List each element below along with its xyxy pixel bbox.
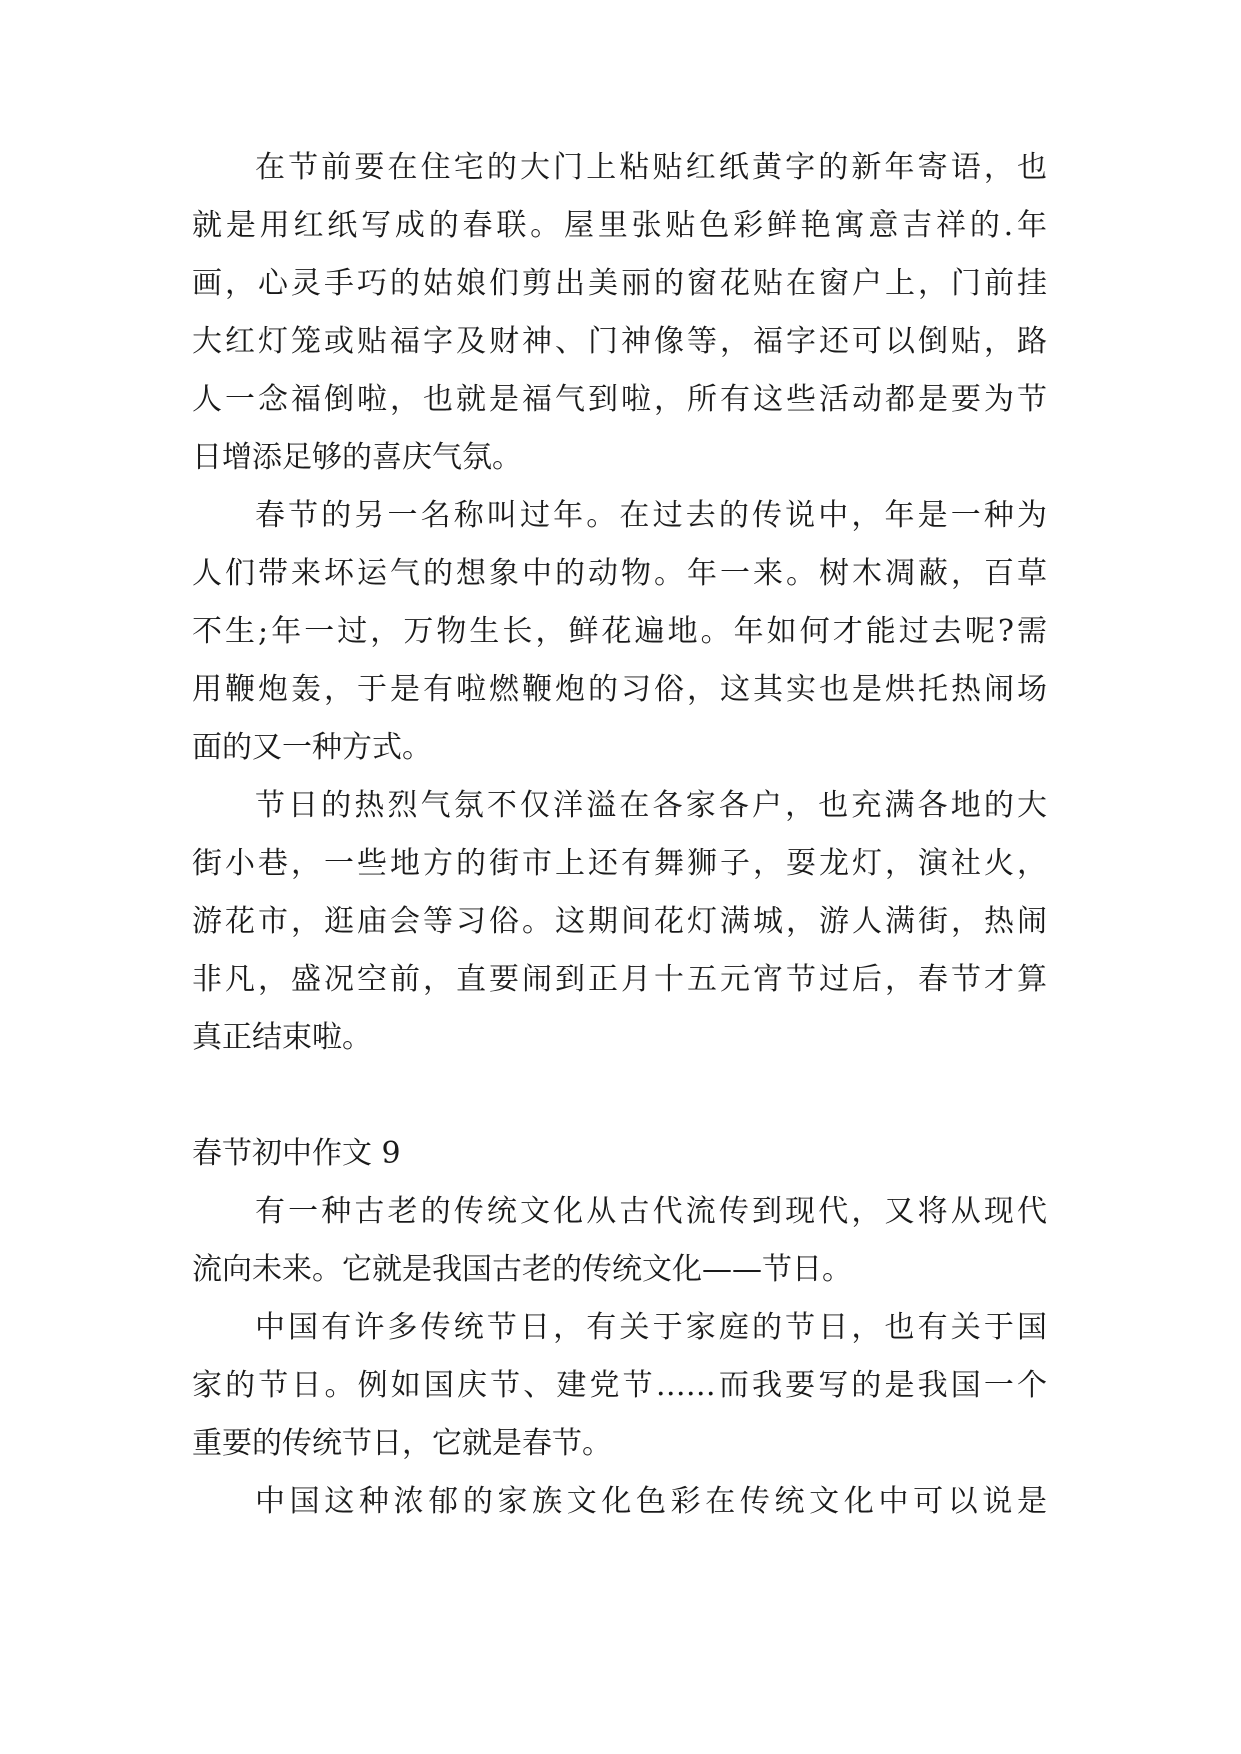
- section-paragraph-3-line-1: 中国这种浓郁的家族文化色彩在传统文化中可以说是: [255, 1484, 1047, 1519]
- paragraph-1-line-6: 日增添足够的喜庆气氛。: [192, 440, 522, 475]
- paragraph-2-line-2: 人们带来坏运气的想象中的动物。年一来。树木凋蔽，百草: [192, 556, 1047, 591]
- paragraph-1-line-3: 画，心灵手巧的姑娘们剪出美丽的窗花贴在窗户上，门前挂: [192, 266, 1047, 301]
- section-paragraph-1-line-2: 流向未来。它就是我国古老的传统文化——节日。: [192, 1252, 852, 1287]
- paragraph-2-line-3: 不生;年一过，万物生长，鲜花遍地。年如何才能过去呢?需: [192, 614, 1047, 649]
- section-title: 春节初中作文 9: [192, 1136, 401, 1171]
- paragraph-3-line-1: 节日的热烈气氛不仅洋溢在各家各户，也充满各地的大: [255, 788, 1047, 823]
- paragraph-3-line-4: 非凡，盛况空前，直要闹到正月十五元宵节过后，春节才算: [192, 962, 1047, 997]
- paragraph-3-line-3: 游花市，逛庙会等习俗。这期间花灯满城，游人满街，热闹: [192, 904, 1047, 939]
- paragraph-2-line-1: 春节的另一名称叫过年。在过去的传说中，年是一种为: [255, 498, 1047, 533]
- paragraph-2-line-5: 面的又一种方式。: [192, 730, 432, 765]
- paragraph-1-line-4: 大红灯笼或贴福字及财神、门神像等，福字还可以倒贴，路: [192, 324, 1047, 359]
- section-paragraph-2-line-3: 重要的传统节日，它就是春节。: [192, 1426, 612, 1461]
- section-paragraph-1-line-1: 有一种古老的传统文化从古代流传到现代，又将从现代: [255, 1194, 1047, 1229]
- section-paragraph-2-line-2: 家的节日。例如国庆节、建党节……而我要写的是我国一个: [192, 1368, 1047, 1403]
- paragraph-3-line-5: 真正结束啦。: [192, 1020, 372, 1055]
- paragraph-2-line-4: 用鞭炮轰，于是有啦燃鞭炮的习俗，这其实也是烘托热闹场: [192, 672, 1047, 707]
- paragraph-1-line-5: 人一念福倒啦，也就是福气到啦，所有这些活动都是要为节: [192, 382, 1047, 417]
- paragraph-1-line-2: 就是用红纸写成的春联。屋里张贴色彩鲜艳寓意吉祥的.年: [192, 208, 1047, 243]
- paragraph-3-line-2: 街小巷，一些地方的街市上还有舞狮子，耍龙灯，演社火，: [192, 846, 1047, 881]
- section-paragraph-2-line-1: 中国有许多传统节日，有关于家庭的节日，也有关于国: [255, 1310, 1047, 1345]
- paragraph-1-line-1: 在节前要在住宅的大门上粘贴红纸黄字的新年寄语，也: [255, 150, 1047, 185]
